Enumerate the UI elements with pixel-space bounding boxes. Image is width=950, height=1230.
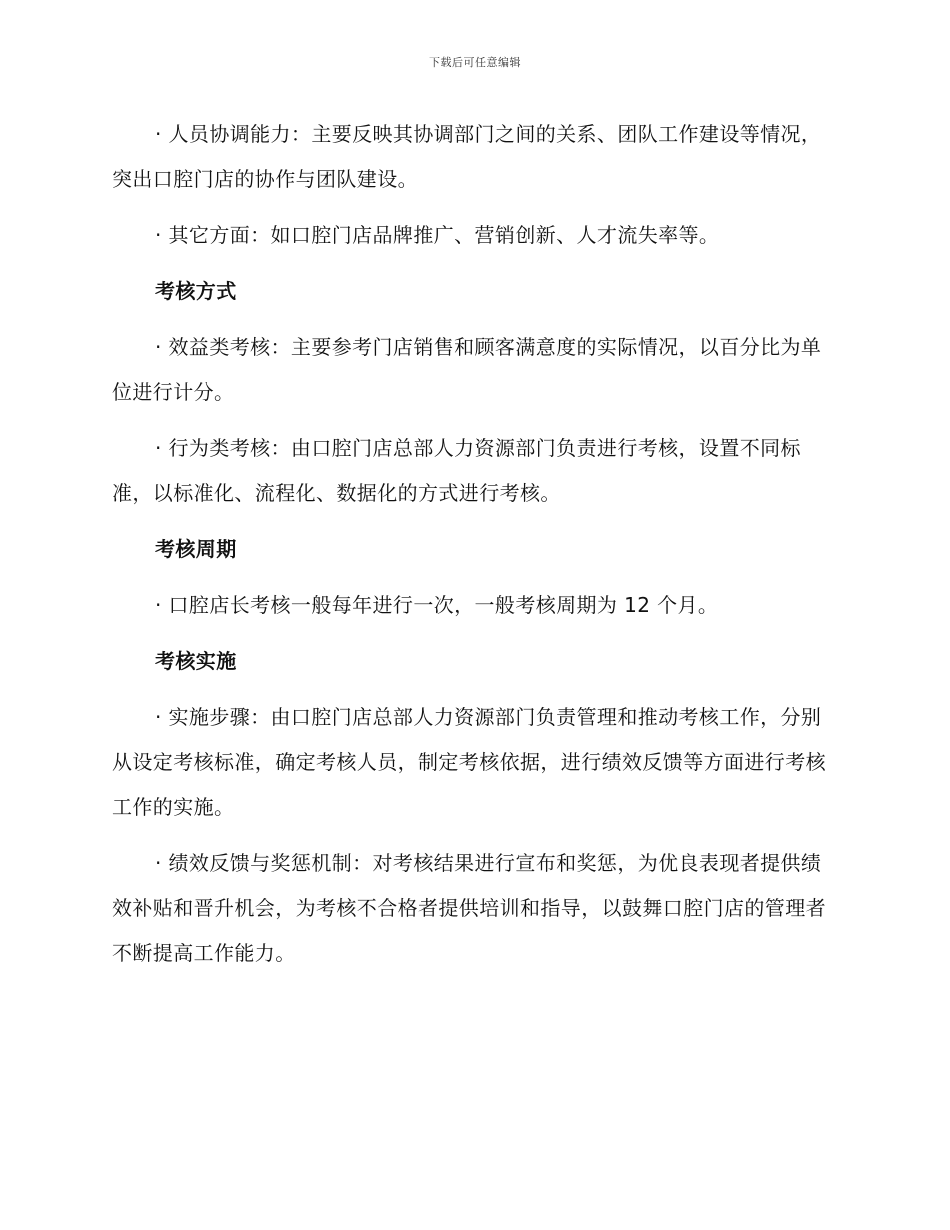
paragraph-behavior-assessment: · 行为类考核：由口腔门店总部人力资源部门负责进行考核，设置不同标准，以标准化、流程化、数据化的方式进行考核。 (112, 436, 801, 505)
paragraph-coordination: · 人员协调能力：主要反映其协调部门之间的关系、团队工作建设等情况，突出口腔门店的协作与团队建设。 (112, 122, 822, 191)
page-header: 下载后可任意编辑 (429, 56, 521, 69)
paragraph-feedback-mechanism: · 绩效反馈与奖惩机制：对考核结果进行宣布和奖惩，为优良表现者提供绩效补贴和晋升机会，为考核不合格者提供培训和指导，以鼓舞口腔门店的管理者不断提高工作能力。 (112, 851, 826, 965)
section-heading-cycle: 考核周期 (155, 537, 237, 561)
paragraph-implementation-steps: · 实施步骤：由口腔门店总部人力资源部门负责管理和推动考核工作，分别从设定考核标准，确定考核人员，制定考核依据，进行绩效反馈等方面进行考核工作的实施。 (112, 705, 826, 819)
paragraph-other-aspects: · 其它方面：如口腔门店品牌推广、营销创新、人才流失率等。 (155, 223, 720, 247)
paragraph-cycle: · 口腔店长考核一般每年进行一次，一般考核周期为 12 个月。 (155, 593, 719, 617)
section-heading-implementation: 考核实施 (155, 649, 237, 673)
document-body (112, 112, 830, 987)
paragraph-benefit-assessment: · 效益类考核：主要参考门店销售和顾客满意度的实际情况，以百分比为单位进行计分。 (112, 335, 822, 404)
section-heading-method: 考核方式 (155, 279, 237, 303)
